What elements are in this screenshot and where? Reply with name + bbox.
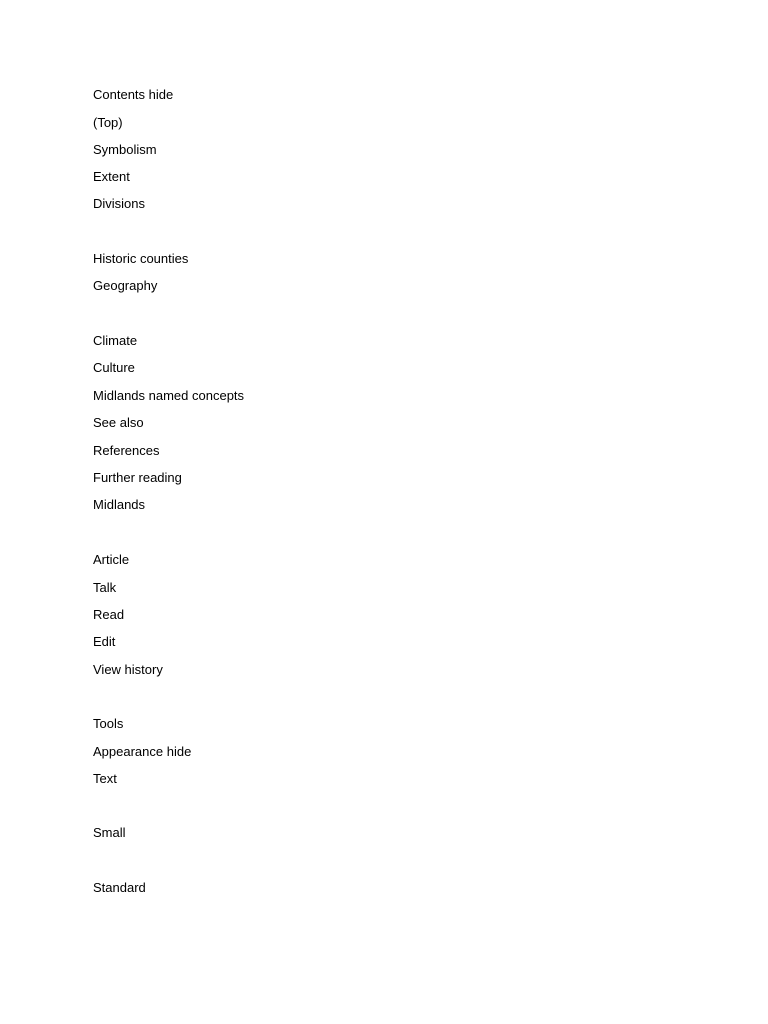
toc-item-divisions[interactable]: Divisions xyxy=(93,196,146,211)
tab-article[interactable]: Article xyxy=(93,552,130,567)
toc-item-culture[interactable]: Culture xyxy=(93,360,135,375)
text-size-standard-option[interactable]: Standard xyxy=(93,880,146,895)
toc-item-further-reading[interactable]: Further reading xyxy=(93,470,182,485)
tab-edit[interactable]: Edit xyxy=(93,634,116,649)
toc-item-historic-counties[interactable]: Historic counties xyxy=(93,251,189,266)
tools-menu[interactable]: Tools xyxy=(93,716,124,731)
text-size-small-option[interactable]: Small xyxy=(93,825,126,840)
contents-toggle[interactable]: Contents hide xyxy=(93,87,174,102)
tab-talk[interactable]: Talk xyxy=(93,580,117,595)
toc-item-references[interactable]: References xyxy=(93,443,160,458)
toc-item-top[interactable]: (Top) xyxy=(93,115,123,130)
text-size-label: Text xyxy=(93,771,117,786)
toc-item-extent[interactable]: Extent xyxy=(93,169,130,184)
toc-item-symbolism[interactable]: Symbolism xyxy=(93,142,157,157)
toc-item-geography[interactable]: Geography xyxy=(93,278,158,293)
page-title: Midlands xyxy=(93,497,146,512)
toc-item-see-also[interactable]: See also xyxy=(93,415,144,430)
tab-view-history[interactable]: View history xyxy=(93,662,163,677)
toc-item-midlands-named-concepts[interactable]: Midlands named concepts xyxy=(93,388,245,403)
tab-read[interactable]: Read xyxy=(93,607,125,622)
appearance-toggle[interactable]: Appearance hide xyxy=(93,744,192,759)
toc-item-climate[interactable]: Climate xyxy=(93,333,138,348)
